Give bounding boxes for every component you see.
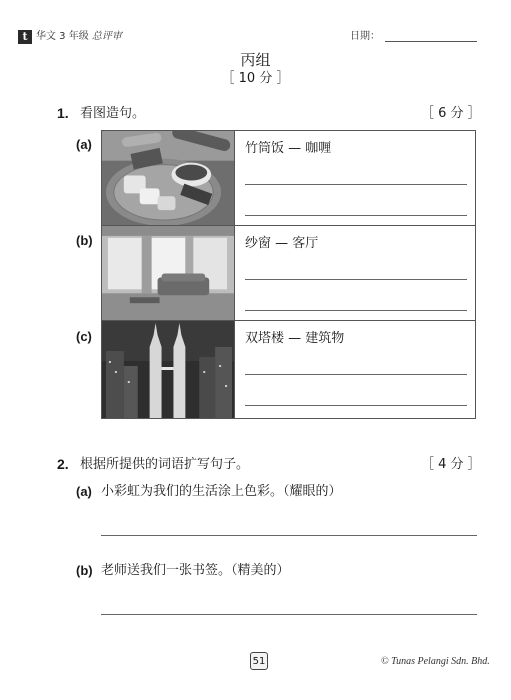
- book-name: 总评审: [91, 31, 122, 42]
- answer-line[interactable]: [245, 405, 467, 406]
- answer-line[interactable]: [245, 215, 467, 216]
- section-score: ［ 10 分 ］: [221, 71, 290, 86]
- table-row: [102, 226, 475, 321]
- q1a-words: 竹筒饭 — 咖喱: [245, 141, 332, 156]
- publisher-logo: t: [18, 30, 32, 44]
- q1-instruction: 看图造句。: [80, 106, 146, 121]
- q1b-label: (b): [76, 233, 93, 248]
- copyright-notice: © Tunas Pelangi Sdn. Bhd.: [381, 656, 490, 667]
- q2-marks: ［ 4 分 ］: [421, 457, 481, 472]
- q1-marks: ［ 6 分 ］: [421, 106, 481, 121]
- q1-number: 1.: [57, 105, 69, 121]
- page-number: 51: [250, 652, 268, 670]
- answer-line[interactable]: [245, 310, 467, 311]
- twin-towers-night-photo: [102, 321, 235, 418]
- q2b-label: (b): [76, 563, 93, 578]
- date-label: 日期：: [350, 31, 380, 42]
- answer-line[interactable]: [101, 614, 477, 615]
- answer-line[interactable]: [245, 184, 467, 185]
- q1c-words: 双塔楼 — 建筑物: [245, 331, 345, 346]
- section-title: 丙组: [240, 51, 271, 69]
- q2b-sentence: 老师送我们一张书签。（精美的）: [101, 563, 290, 578]
- answer-line[interactable]: [245, 374, 467, 375]
- q2-number: 2.: [57, 456, 69, 472]
- q1c-label: (c): [76, 329, 92, 344]
- bamboo-rice-curry-photo: [102, 131, 235, 225]
- table-row: [102, 321, 475, 418]
- picture-sentence-table: [101, 130, 476, 419]
- q1b-words: 纱窗 — 客厅: [245, 236, 319, 251]
- subject-label: 华文 3 年级: [36, 31, 89, 42]
- date-field-line[interactable]: [385, 41, 477, 42]
- q1a-label: (a): [76, 137, 92, 152]
- q2a-sentence: 小彩虹为我们的生活涂上色彩。（耀眼的）: [101, 484, 342, 499]
- answer-line[interactable]: [245, 279, 467, 280]
- answer-line[interactable]: [101, 535, 477, 536]
- table-row: [102, 131, 475, 226]
- q2-instruction: 根据所提供的词语扩写句子。: [80, 457, 250, 472]
- book-header: [36, 30, 122, 44]
- q2a-label: (a): [76, 484, 92, 499]
- living-room-curtains-photo: [102, 226, 235, 320]
